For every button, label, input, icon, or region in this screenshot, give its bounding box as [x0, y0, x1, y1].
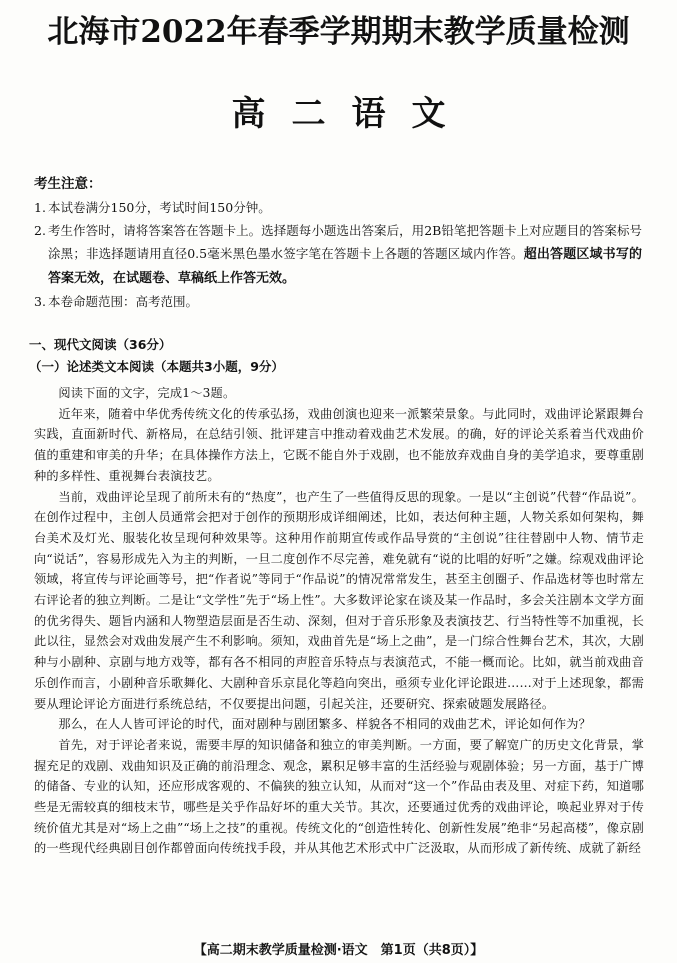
exam-title: 北海市2022年春季学期期末教学质量检测	[47, 14, 630, 50]
passage-paragraph-1: 近年来，随着中华优秀传统文化的传承弘扬，戏曲创演也迎来一派繁荣景象。与此同时，戏曲评论紧跟舞台实践，直面新时代、新格局，在总结引领、批评建言中推动着戏曲艺术发展。的确，好的评论关系着当代戏曲价值的重建和审美的升华；在具体操作方法上，它既不能自外于戏剧，也不能放弃戏曲自身的美学追求，要尊重剧种的多样性、重视舞台表演技艺。	[34, 406, 644, 483]
notice-item-2	[34, 219, 642, 290]
passage-paragraph-2: 当前，戏曲评论呈现了前所未有的“热度”，也产生了一些值得反思的现象。一是以“主创说”代替“作品说”。在创作过程中，主创人员通常会把对于创作的预期形成详细阐述，比如，表达何种主题，人物关系如何架构，舞台美术及灯光、服装化妆呈现何种效果等。这种用作前期宣传或作品导赏的“主创说”往往替剧中人物、情节走向“说话”，容易形成先入为主的判断，一旦二度创作不尽完善，难免就有“说的比唱的好听”之嫌。综观戏曲评论领域，将宣传与评论画等号，把“作者说”等同于“作品说”的情况常常发生，甚至主创圈子、作品选材等也时常左右评论者的独立判断。二是让“文学性”先于“场上性”。大多数评论家在谈及某一作品时，多会关注剧本文学方面的优劣得失、题旨内涵和人物塑造层面是否生动、深刻，但对于音乐形象及表演技艺、行当特性等不加重视，长此以往，显然会对戏曲发展产生不利影响。须知，戏曲首先是“场上之曲”，是一门综合性舞台艺术，其次，大剧种与小剧种、京剧与地方戏等，都有各不相同的声腔音乐特点与表演范式，不能一概而论。比如，就当前戏曲音乐创作而言，小剧种音乐歌舞化、大剧种音乐京昆化等趋向突出，亟须专业化评论跟进……对于上述现象，都需要从理论评论方面进行系统总结，不仅要提出问题，引起关注，还要研究、探索破题发展路径。	[34, 489, 644, 711]
section-title: 一、现代文阅读（36分）	[29, 337, 172, 352]
subsection-title: （一）论述类文本阅读（本题共3小题，9分）	[29, 359, 284, 374]
notice-item-3	[34, 290, 642, 313]
passage-paragraph-4: 首先，对于评论者来说，需要丰厚的知识储备和独立的审美判断。一方面，要了解宽广的历史文化背景，掌握充足的戏剧、戏曲知识及正确的前沿理念、观念，累积足够丰富的生活经验与观剧体验；另一方面，基于广博的储备、专业的认知，还应形成客观的、不偏狭的独立认知，从而对“这一个”作品由表及里、对症下药，知道哪些是无需较真的细枝末节，哪些是关乎作品好坏的重大关节。其次，还要通过优秀的戏曲评论，唤起业界对于传统价值尤其是对“场上之曲”“场上之技”的重视。传统文化的“创造性转化、创新性发展”绝非“另起高楼”，像京剧的一些现代经典剧目创作都曾面向传统找手段，并从其他艺术形式中广泛汲取，从而形成了新传统、成就了新经	[34, 737, 644, 856]
page-footer: 【高二期末教学质量检测·语文 第1页（共8页）】	[193, 943, 484, 958]
notice-heading: 考生注意：	[34, 176, 102, 192]
notice-item-number: 2.	[34, 223, 46, 238]
subject-title: 高二语文	[231, 94, 472, 134]
notice-list	[34, 196, 642, 313]
notice-item-text: 本试卷满分150分，考试时间150分钟。	[48, 200, 271, 215]
reading-passage	[34, 383, 644, 859]
notice-item-warning: 超出答题区域书写的答案无效，在试题卷、草稿纸上作答无效。	[48, 247, 642, 286]
notice-item-body: 考生作答时，请将答案答在答题卡上。选择题每小题选出答案后，用2B铅笔把答题卡上对应题目的答案标号涂黑；非选择题请用直径0.5毫米黑色墨水签字笔在答题卡上各题的答题区域内作答。	[48, 223, 642, 261]
passage-instruction: 阅读下面的文字，完成1～3题。	[58, 386, 236, 400]
notice-item-number: 1.	[34, 200, 46, 215]
notice-item-text	[48, 219, 642, 290]
passage-paragraph-3: 那么，在人人皆可评论的时代，面对剧种与剧团繁多、样貌各不相同的戏曲艺术，评论如何作为？	[58, 717, 592, 732]
notice-item-number: 3.	[34, 294, 46, 309]
notice-item-1	[34, 196, 642, 219]
notice-item-text: 本卷命题范围：高考范围。	[48, 294, 199, 309]
